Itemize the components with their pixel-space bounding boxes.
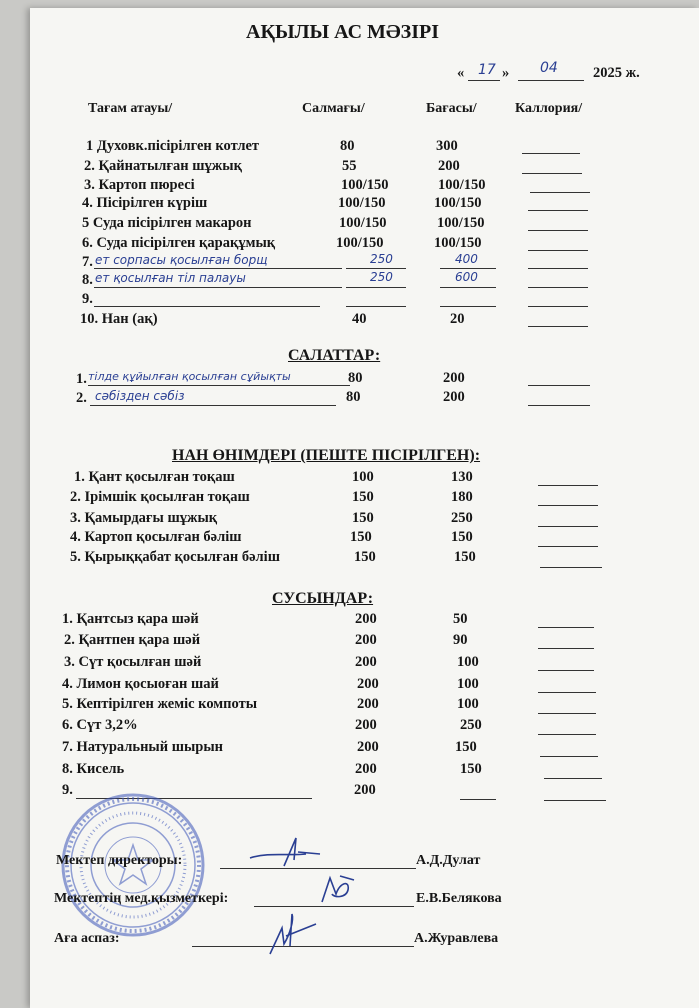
main-item-price: 300	[436, 138, 458, 154]
drink-item-name: 2. Қантпен қара шәй	[64, 632, 201, 648]
drink-item-name: 4. Лимон қосыоған шай	[62, 676, 219, 692]
drinks-heading: СУСЫНДАР:	[272, 590, 374, 607]
bread-item-weight: 100	[352, 469, 374, 485]
column-name: Тағам атауы/	[88, 101, 173, 116]
salad-number: 1.	[76, 371, 87, 387]
main-item-weight-handwritten: 250	[370, 252, 393, 266]
drink-item-price: 100	[457, 654, 479, 670]
signature-role-director: Мектеп директоры:	[56, 853, 183, 868]
drink-item-weight: 200	[355, 654, 377, 670]
salads-heading: САЛАТТАР:	[288, 347, 381, 364]
drink-item-name: 1. Қантсыз қара шәй	[62, 611, 199, 627]
main-item-weight: 100/150	[341, 177, 389, 193]
bread-item-price: 180	[451, 489, 473, 505]
salad-weight: 80	[346, 389, 361, 405]
main-item-name: 5 Суда пісірілген макарон	[82, 215, 252, 231]
main-item-name-handwritten: ет қосылған тіл палауы	[95, 271, 246, 285]
main-item-name: 1 Духовк.пісірілген котлет	[86, 138, 260, 154]
drink-item-weight: 200	[357, 676, 379, 692]
main-item-weight: 55	[342, 158, 357, 174]
drink-item-weight: 200	[355, 761, 377, 777]
main-item-price: 200	[438, 158, 460, 174]
drink-item-price: 250	[460, 717, 482, 733]
date-month: 04	[540, 60, 558, 76]
drink-item-name: 5. Кептірілген жеміс компоты	[62, 696, 258, 712]
drink-item-price: 150	[455, 739, 477, 755]
signature-role-nurse: Мектептің мед.қызметкері:	[54, 891, 229, 906]
bread-item-name: 2. Ірімшік қосылған тоқаш	[70, 489, 250, 505]
drink-item-weight: 200	[354, 782, 376, 798]
drink-item-weight: 200	[357, 739, 379, 755]
drink-item-name: 9.	[62, 782, 73, 798]
main-item-name: 4. Пісірілген күріш	[82, 195, 208, 211]
bread-item-name: 3. Қамырдағы шұжық	[70, 510, 218, 526]
salad-weight: 80	[348, 370, 363, 386]
main-item-price: 100/150	[434, 235, 482, 251]
bread-item-weight: 150	[350, 529, 372, 545]
bread-heading: НАН ӨНІМДЕРІ (ПЕШТЕ ПІСІРІЛГЕН):	[172, 447, 481, 464]
salad-name-handwritten: тілде құйылған қосылған сұйықты	[88, 370, 291, 383]
date-close-quote: »	[502, 65, 510, 81]
drink-item-price: 100	[457, 676, 479, 692]
drink-item-price: 50	[453, 611, 468, 627]
date-year: 2025 ж.	[593, 65, 640, 81]
date-open-quote: «	[457, 65, 465, 81]
main-item-weight: 100/150	[339, 215, 387, 231]
signature-person-nurse: Е.В.Белякова	[416, 891, 502, 906]
bread-item-price: 150	[454, 549, 476, 565]
bread-item-name: 4. Картоп қосылған бәліш	[70, 529, 242, 545]
bread-item-weight: 150	[352, 489, 374, 505]
column-price: Бағасы/	[426, 101, 477, 116]
main-item-weight: 40	[352, 311, 367, 327]
bread-item-name: 1. Қант қосылған тоқаш	[74, 469, 235, 485]
drink-item-name: 8. Кисель	[62, 761, 125, 777]
drink-item-name: 3. Сүт қосылған шәй	[64, 654, 202, 670]
main-item-price-handwritten: 600	[455, 270, 478, 284]
main-item-weight: 80	[340, 138, 355, 154]
signature-director-handwritten	[248, 832, 328, 872]
bread-item-weight: 150	[354, 549, 376, 565]
bread-item-name: 5. Қырыққабат қосылған бәліш	[70, 549, 280, 565]
main-item-price: 100/150	[438, 177, 486, 193]
main-item-name: 6. Суда пісірілген қарақұмық	[82, 235, 276, 251]
main-item-name: 10. Нан (ақ)	[80, 311, 158, 327]
drink-item-price: 150	[460, 761, 482, 777]
salad-name-handwritten: сәбізден сәбіз	[95, 389, 185, 403]
page-title: АҚЫЛЫ АС МӘЗІРІ	[246, 21, 440, 43]
main-item-weight-handwritten: 250	[370, 270, 393, 284]
signature-person-director: А.Д.Дулат	[416, 853, 481, 868]
signature-nurse-handwritten	[314, 872, 364, 908]
drink-item-name: 7. Натуральный шырын	[62, 739, 224, 755]
salad-number: 2.	[76, 390, 87, 406]
column-calories: Каллория/	[515, 101, 583, 116]
bread-item-price: 250	[451, 510, 473, 526]
drink-item-weight: 200	[355, 632, 377, 648]
salad-price: 200	[443, 389, 465, 405]
main-item-price: 100/150	[437, 215, 485, 231]
main-item-number: 9.	[82, 291, 93, 307]
signature-role-chef: Аға аспаз:	[54, 931, 120, 946]
main-item-name: 3. Картоп пюресі	[84, 177, 195, 193]
main-item-price: 100/150	[434, 195, 482, 211]
drink-item-weight: 200	[357, 696, 379, 712]
drink-item-price: 90	[453, 632, 468, 648]
salad-price: 200	[443, 370, 465, 386]
drink-item-name: 6. Сүт 3,2%	[62, 717, 138, 733]
main-item-name: 2. Қайнатылған шұжық	[84, 158, 242, 174]
main-item-weight: 100/150	[336, 235, 384, 251]
date-day: 17	[478, 62, 496, 78]
main-item-name-handwritten: ет сорпасы қосылған борщ	[95, 253, 268, 267]
signature-chef-handwritten	[262, 910, 322, 960]
drink-item-price: 100	[457, 696, 479, 712]
bread-item-price: 130	[451, 469, 473, 485]
bread-item-weight: 150	[352, 510, 374, 526]
signature-person-chef: А.Журавлева	[414, 931, 499, 946]
main-item-price-handwritten: 400	[455, 252, 478, 266]
bread-item-price: 150	[451, 529, 473, 545]
column-weight: Салмағы/	[302, 101, 365, 116]
main-item-number: 7.	[82, 254, 93, 270]
main-item-number: 8.	[82, 272, 93, 288]
main-item-weight: 100/150	[338, 195, 386, 211]
drink-item-weight: 200	[355, 717, 377, 733]
drink-item-weight: 200	[355, 611, 377, 627]
main-item-price: 20	[450, 311, 465, 327]
